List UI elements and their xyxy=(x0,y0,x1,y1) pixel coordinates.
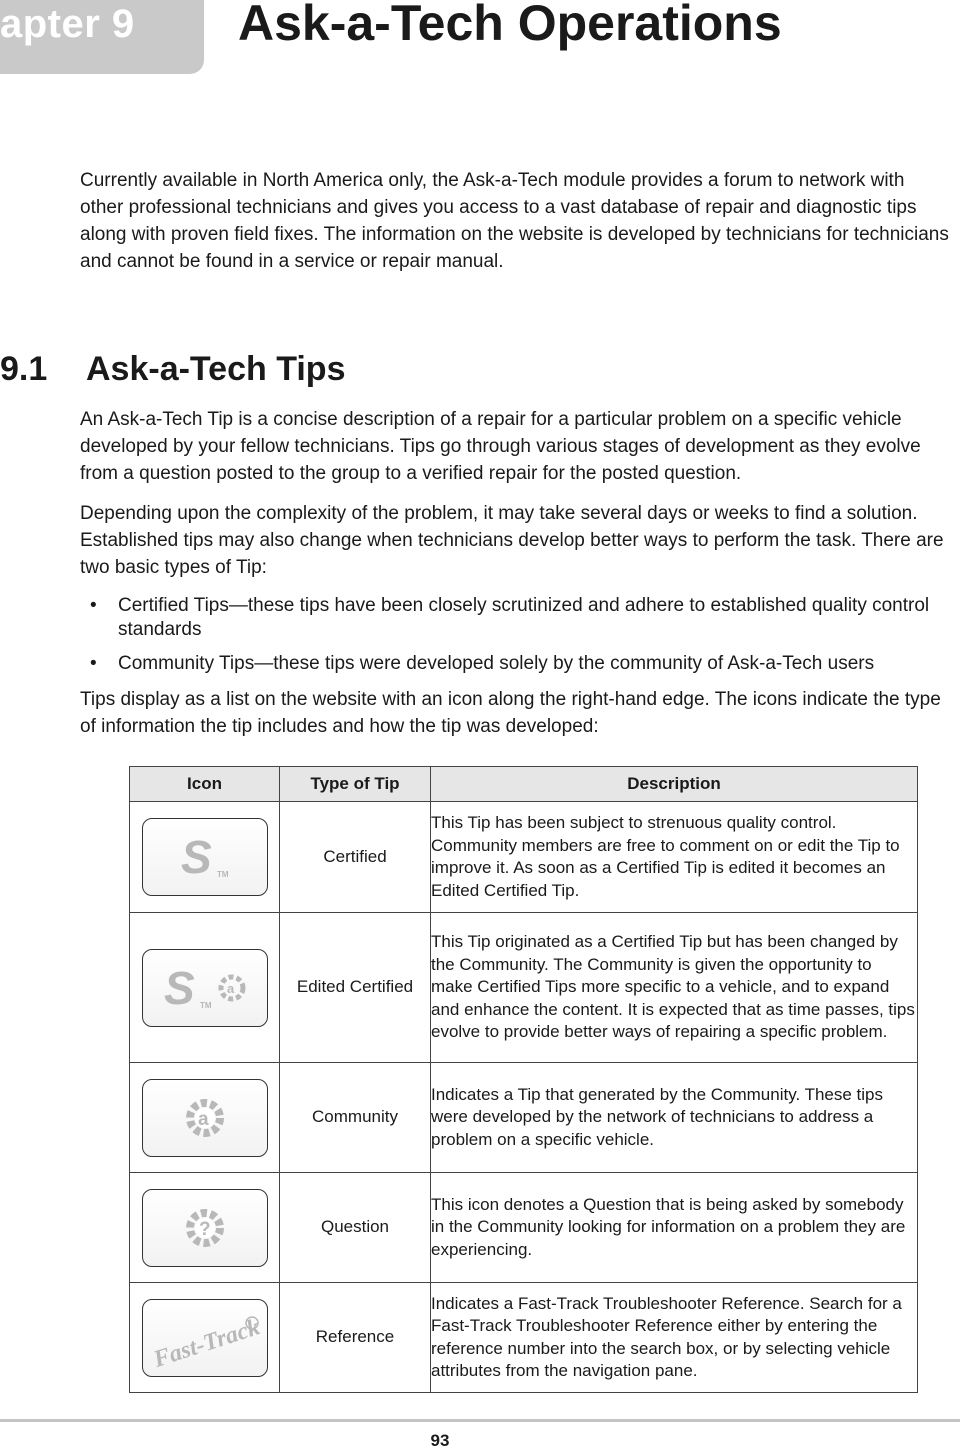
svg-text:TM: TM xyxy=(199,1000,212,1010)
section-body xyxy=(80,406,960,753)
svg-text:TM: TM xyxy=(216,870,229,879)
tip-type: Reference xyxy=(280,1283,431,1393)
intro-paragraph: Currently available in North America only, the Ask-a-Tech module provides a forum to network with other professional technicians and gives you access to a vast database of repair and diagnostic tips along with proven field fixes. The information on the website is developed by technicians for technicians and cannot be found in a service or repair manual. xyxy=(80,170,949,272)
question-gear-icon xyxy=(142,1189,268,1267)
tip-types-list xyxy=(80,594,960,676)
column-header-type: Type of Tip xyxy=(280,767,431,802)
chapter-title: Ask-a-Tech Operations xyxy=(238,0,782,51)
community-gear-icon xyxy=(142,1079,268,1157)
tip-type: Community xyxy=(280,1063,431,1173)
tip-icons-table xyxy=(129,766,918,1393)
snap-on-certified-icon xyxy=(142,818,268,896)
paragraph: Depending upon the complexity of the problem, it may take several days or weeks to find a solution. Established tips may also change when technicians develop better ways to perform the task. There are two basic types of Tip: xyxy=(80,503,944,578)
list-item: • Certified Tips—these tips have been closely scrutinized and adhere to established quality control standards xyxy=(80,594,960,642)
table-row xyxy=(130,913,918,1063)
tip-description: Indicates a Tip that generated by the Community. These tips were developed by the network of technicians to address a problem on a specific vehicle. xyxy=(431,1063,918,1173)
paragraph: Tips display as a list on the website with an icon along the right-hand edge. The icons indicate the type of information the tip includes and how the tip was developed: xyxy=(80,689,941,737)
column-header-description: Description xyxy=(431,767,918,802)
table-header-row xyxy=(130,767,918,802)
table-row xyxy=(130,1283,918,1393)
svg-text:S: S xyxy=(163,961,195,1014)
chapter-label: apter 9 xyxy=(0,2,135,46)
svg-text:a: a xyxy=(226,980,234,996)
section-title: Ask-a-Tech Tips xyxy=(86,350,346,388)
table-row xyxy=(130,1173,918,1283)
table-row xyxy=(130,1063,918,1173)
section-number: 9.1 xyxy=(0,350,48,388)
tip-type: Question xyxy=(280,1173,431,1283)
paragraph: An Ask-a-Tech Tip is a concise description of a repair for a particular problem on a specific vehicle developed by your fellow technicians. Tips go through various stages of development as they evolve from a question posted to the group to a verified repair for the posted question. xyxy=(80,409,921,484)
tip-description: This Tip has been subject to strenuous quality control. Community members are free to comment on or edit the Tip to improve it. As soon as a Certified Tip is edited it becomes an Edited Certified Tip. xyxy=(431,802,918,913)
footer-divider xyxy=(0,1419,960,1422)
section-heading xyxy=(0,350,345,389)
svg-text:a: a xyxy=(197,1108,209,1130)
tip-description: This icon denotes a Question that is being asked by somebody in the Community looking for information on a problem they are experiencing. xyxy=(431,1173,918,1283)
tip-description: Indicates a Fast-Track Troubleshooter Reference. Search for a Fast-Track Troubleshooter Reference either by entering the reference number into the search box, or by selecting vehicle attributes from the navigation pane. xyxy=(431,1283,918,1393)
fast-track-reference-icon xyxy=(142,1299,268,1377)
tip-type: Certified xyxy=(280,802,431,913)
chapter-tab xyxy=(0,0,204,74)
table-row xyxy=(130,802,918,913)
tip-description: This Tip originated as a Certified Tip but has been changed by the Community. The Community is given the opportunity to make Certified Tips more specific to a vehicle, and to expand and enhance the content. It is expected that as time passes, tips evolve to provide better ways of repairing a specific problem. xyxy=(431,913,918,1063)
column-header-icon: Icon xyxy=(130,767,280,802)
svg-text:?: ? xyxy=(198,1218,211,1240)
page-number: 93 xyxy=(430,1431,450,1450)
snap-on-edited-certified-icon xyxy=(142,949,268,1027)
svg-text:S: S xyxy=(180,831,212,883)
svg-text:Fast-Track: Fast-Track xyxy=(150,1313,263,1373)
list-item: • Community Tips—these tips were developed solely by the community of Ask-a-Tech users xyxy=(80,652,960,676)
tip-type: Edited Certified xyxy=(280,913,431,1063)
